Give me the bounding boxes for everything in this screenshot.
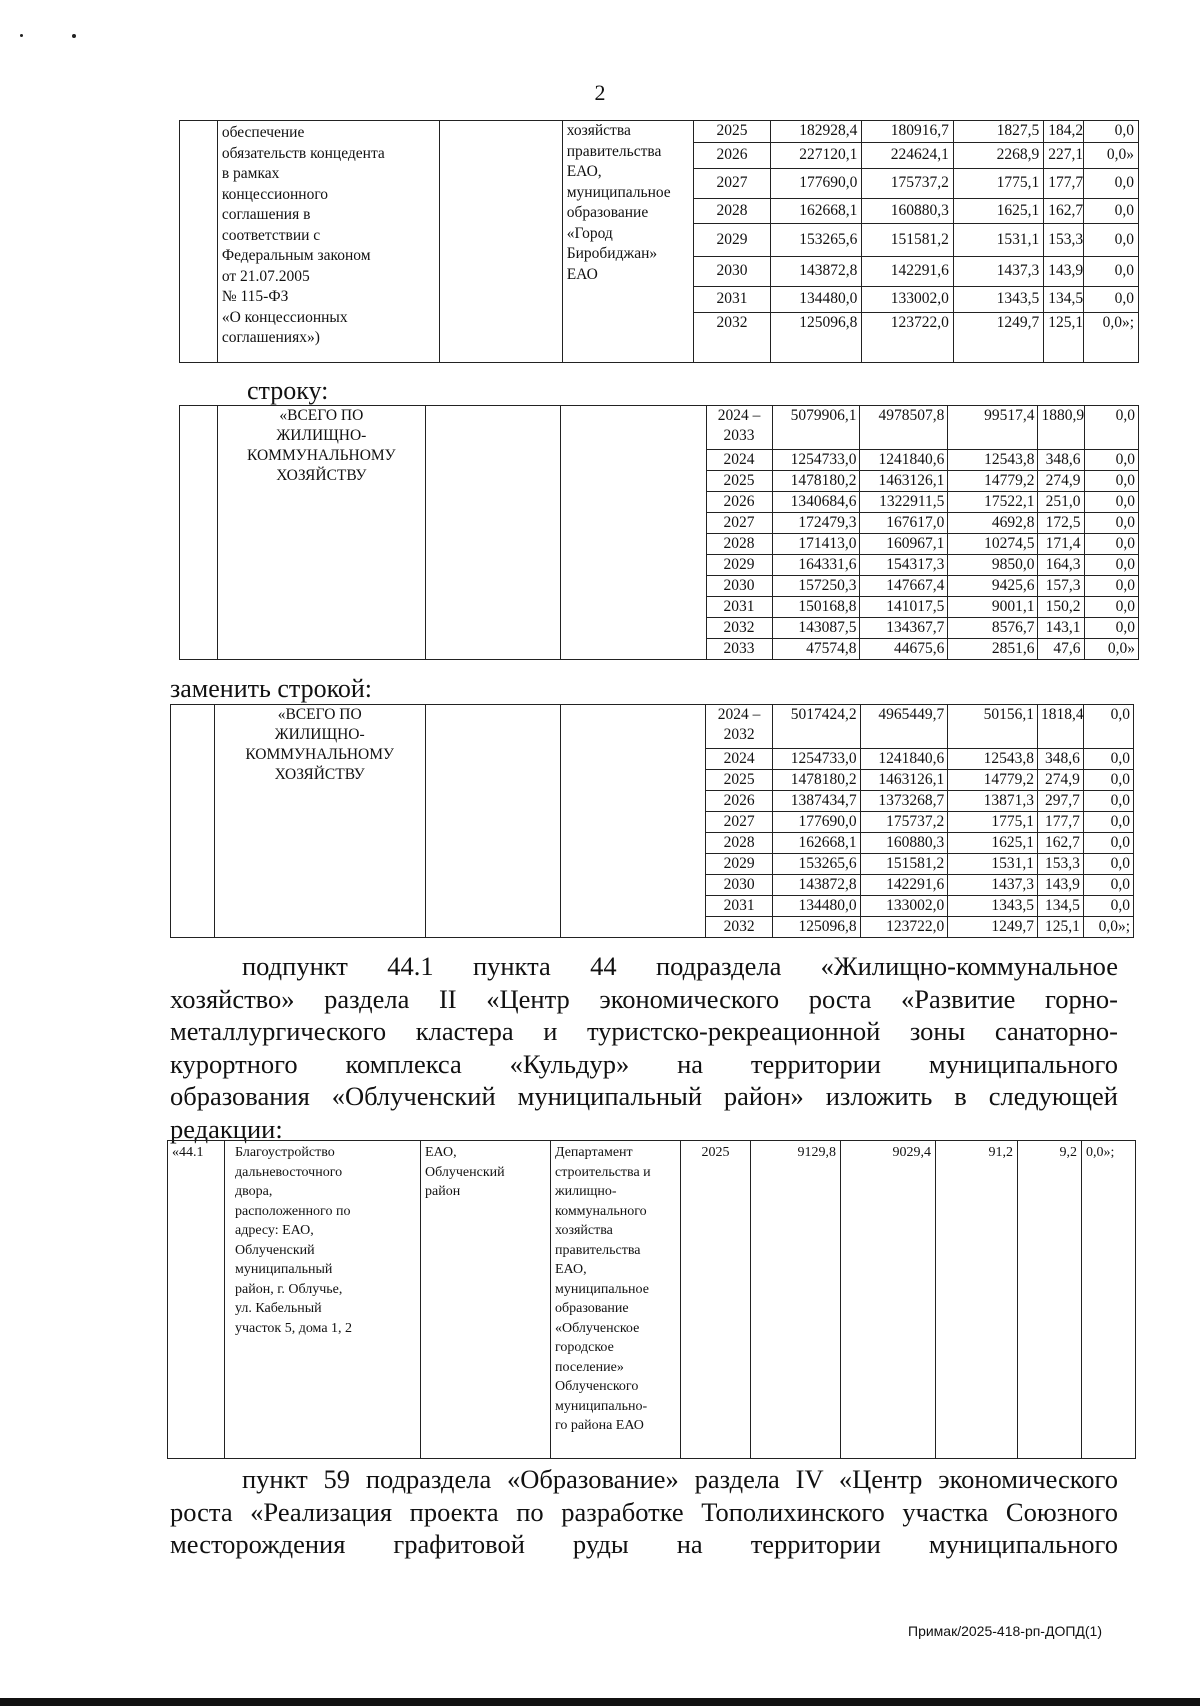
value-cell: 157250,3	[772, 576, 860, 597]
paragraph-line: пункт 59 подраздела «Образование» раздела IV «Центр экономического	[242, 1464, 1118, 1494]
document-code: Примак/2025-418-рп-ДОПД(1)	[908, 1623, 1102, 1639]
value-cell: 1241840,6	[860, 450, 948, 471]
scan-speck	[20, 34, 23, 37]
executor-line: муниципальное	[555, 1281, 649, 1297]
measure-name-line: от 21.07.2005	[221, 267, 310, 285]
value-cell: 14779,2	[948, 770, 1038, 791]
value-cell: 1625,1	[948, 833, 1038, 854]
value-cell: 143087,5	[772, 618, 860, 639]
value-cell: 1478180,2	[772, 471, 860, 492]
value-cell: 0,0	[1084, 121, 1139, 143]
value-cell: 1531,1	[953, 224, 1043, 257]
value-cell: 125096,8	[772, 917, 860, 938]
value-cell: 0,0	[1084, 513, 1139, 534]
value-cell: 164,3	[1038, 555, 1084, 576]
year-cell: 2028	[706, 534, 772, 555]
value-cell: 0,0	[1083, 812, 1133, 833]
value-cell: 1373268,7	[860, 791, 948, 812]
amendment-paragraph-44-1	[170, 950, 1118, 1145]
value-cell: 0,0»;	[1082, 1141, 1136, 1459]
value-cell: 143,9	[1044, 257, 1084, 287]
executor-line: «Облученское	[555, 1320, 640, 1336]
empty-cell	[180, 406, 218, 660]
value-cell: 348,6	[1038, 450, 1084, 471]
value-cell: 0,0	[1084, 224, 1139, 257]
empty-cell	[561, 705, 706, 938]
value-cell: 125096,8	[770, 313, 861, 363]
executor-line: ЕАО,	[555, 1262, 587, 1277]
value-cell: 8576,7	[948, 618, 1038, 639]
value-cell: 0,0	[1084, 618, 1139, 639]
total-name-line: КОММУНАЛЬНОМУ	[247, 447, 396, 464]
item-name-cell	[225, 1141, 421, 1459]
item-name-line: адресу: ЕАО,	[235, 1223, 314, 1238]
value-cell: 147667,4	[860, 576, 948, 597]
value-cell: 10274,5	[948, 534, 1038, 555]
value-cell: 142291,6	[862, 257, 953, 287]
table-old-total	[179, 405, 1139, 660]
value-cell: 1463126,1	[860, 471, 948, 492]
territory-line: район	[425, 1184, 461, 1199]
value-cell: 123722,0	[862, 313, 953, 363]
value-cell: 164331,6	[772, 555, 860, 576]
value-cell: 162668,1	[772, 833, 860, 854]
period-label: 2033	[723, 427, 755, 444]
year-cell: 2028	[706, 833, 773, 854]
value-cell: 0,0	[1084, 450, 1139, 471]
executor-line: хозяйства	[566, 122, 631, 139]
value-cell: 0,0	[1083, 875, 1133, 896]
value-cell: 0,0	[1084, 534, 1139, 555]
value-cell: 0,0	[1083, 770, 1133, 791]
value-cell: 224624,1	[862, 143, 953, 169]
page-number: 2	[594, 80, 606, 105]
value-cell: 1322911,5	[860, 492, 948, 513]
paragraph-line: подпункт 44.1 пункта 44 подраздела «Жилищно-коммунальное	[242, 951, 1118, 981]
value-cell: 1531,1	[948, 854, 1038, 875]
total-name-line: ЖИЛИЩНО-	[274, 726, 365, 743]
value-cell: 151581,2	[860, 854, 948, 875]
value-cell: 274,9	[1038, 471, 1084, 492]
value-cell: 141017,5	[860, 597, 948, 618]
amendment-paragraph-59	[170, 1463, 1118, 1561]
value-cell: 153265,6	[770, 224, 861, 257]
paragraph-line: металлургического кластера и туристско-рекреационной зоны санаторно-	[170, 1016, 1118, 1046]
year-cell: 2033	[706, 639, 772, 660]
value-cell: 44675,6	[860, 639, 948, 660]
executor-line: ЕАО	[566, 265, 598, 283]
value-cell: 1249,7	[948, 917, 1038, 938]
value-cell: 143872,8	[770, 257, 861, 287]
value-cell: 153,3	[1037, 854, 1083, 875]
value-cell: 1880,9	[1038, 406, 1084, 450]
value-cell: 0,0	[1084, 597, 1139, 618]
executor-line: Облученского	[555, 1379, 639, 1394]
value-cell: 142291,6	[860, 875, 948, 896]
total-name-line: «ВСЕГО ПО	[277, 706, 362, 723]
value-cell: 0,0	[1084, 492, 1139, 513]
executor-line: правительства	[555, 1242, 641, 1258]
value-cell: 154317,3	[860, 555, 948, 576]
total-name-line: ХОЗЯЙСТВУ	[274, 766, 365, 783]
total-name-cell	[214, 705, 425, 938]
value-cell: 274,9	[1037, 770, 1083, 791]
value-cell: 1818,4	[1037, 705, 1083, 749]
total-name-line: КОММУНАЛЬНОМУ	[245, 746, 394, 763]
value-cell: 0,0	[1084, 257, 1139, 287]
value-cell: 0,0	[1083, 749, 1133, 770]
year-cell: 2031	[694, 287, 771, 313]
value-cell: 123722,0	[860, 917, 948, 938]
territory-line: Облученский	[425, 1164, 505, 1180]
executor-line: образование	[566, 204, 649, 221]
executor-line: городское	[555, 1340, 614, 1355]
measure-name-line: соглашения в	[221, 206, 311, 223]
value-cell: 172,5	[1038, 513, 1084, 534]
value-cell: 9,2	[1018, 1141, 1082, 1459]
period-label: 2032	[723, 726, 755, 743]
value-cell: 0,0	[1084, 287, 1139, 313]
value-cell: 175737,2	[862, 169, 953, 199]
value-cell: 177690,0	[772, 812, 860, 833]
value-cell: 4692,8	[948, 513, 1038, 534]
value-cell: 180916,7	[862, 121, 953, 143]
period-cell	[706, 406, 772, 450]
year-cell: 2024	[706, 450, 772, 471]
item-number: «44.1	[168, 1141, 225, 1459]
value-cell: 0,0»	[1084, 639, 1139, 660]
empty-cell	[426, 406, 561, 660]
value-cell: 1463126,1	[860, 770, 948, 791]
value-cell: 9001,1	[948, 597, 1038, 618]
value-cell: 1775,1	[953, 169, 1043, 199]
value-cell: 133002,0	[860, 896, 948, 917]
value-cell: 1254733,0	[772, 450, 860, 471]
total-name-line: ХОЗЯЙСТВУ	[276, 467, 367, 484]
value-cell: 297,7	[1037, 791, 1083, 812]
value-cell: 134367,7	[860, 618, 948, 639]
total-name-line: ЖИЛИЩНО-	[276, 427, 367, 444]
paragraph-line: роста «Реализация проекта по разработке Тополихинского участка Союзного	[170, 1496, 1118, 1527]
value-cell: 0,0	[1084, 555, 1139, 576]
scan-bottom-edge	[0, 1698, 1200, 1706]
item-name-line: ул. Кабельный	[235, 1301, 322, 1316]
executor-cell	[562, 121, 693, 363]
value-cell: 1249,7	[953, 313, 1043, 363]
executor-line: го района ЕАО	[555, 1418, 644, 1433]
table-continuation	[179, 120, 1139, 363]
value-cell: 172479,3	[772, 513, 860, 534]
value-cell: 9425,6	[948, 576, 1038, 597]
value-cell: 227,1	[1044, 143, 1084, 169]
item-name-line: район, г. Облучье,	[235, 1281, 343, 1297]
value-cell: 171413,0	[772, 534, 860, 555]
year-cell: 2031	[706, 896, 773, 917]
value-cell: 167617,0	[860, 513, 948, 534]
value-cell: 0,0»	[1084, 143, 1139, 169]
year-cell: 2026	[694, 143, 771, 169]
value-cell: 184,2	[1044, 121, 1084, 143]
value-cell: 1775,1	[948, 812, 1038, 833]
value-cell: 9129,8	[751, 1141, 841, 1459]
year-cell: 2026	[706, 791, 773, 812]
value-cell: 2268,9	[953, 143, 1043, 169]
value-cell: 143872,8	[772, 875, 860, 896]
measure-name-line: Федеральным законом	[221, 247, 371, 264]
value-cell: 14779,2	[948, 471, 1038, 492]
empty-cell	[439, 121, 562, 363]
executor-line: коммунального	[555, 1203, 647, 1219]
paragraph-line: хозяйство» раздела II «Центр экономического роста «Развитие горно-	[170, 983, 1118, 1014]
item-name-line: Благоустройство	[235, 1145, 335, 1160]
paragraph-line: редакции:	[170, 1113, 283, 1144]
value-cell: 150,2	[1038, 597, 1084, 618]
year-cell: 2030	[694, 257, 771, 287]
measure-name-line: обязательств концедента	[221, 144, 385, 162]
period-label: 2024 –	[717, 706, 761, 723]
value-cell: 0,0	[1083, 705, 1133, 749]
value-cell: 1241840,6	[860, 749, 948, 770]
paragraph-line: месторождения графитовой руды на территории муниципального	[170, 1529, 1118, 1559]
measure-name-line: концессионного	[221, 185, 329, 203]
value-cell: 162,7	[1037, 833, 1083, 854]
value-cell: 251,0	[1038, 492, 1084, 513]
value-cell: 9029,4	[841, 1141, 936, 1459]
empty-cell	[425, 705, 561, 938]
item-name-line: дальневосточного	[235, 1164, 343, 1180]
value-cell: 177,7	[1037, 812, 1083, 833]
year-cell: 2032	[706, 917, 773, 938]
year-cell: 2029	[706, 555, 772, 576]
value-cell: 1387434,7	[772, 791, 860, 812]
measure-name-line: соглашениях»)	[221, 329, 320, 346]
value-cell: 0,0	[1084, 471, 1139, 492]
executor-cell	[551, 1141, 681, 1459]
value-cell: 0,0	[1084, 406, 1139, 450]
executor-line: строительства и	[555, 1164, 651, 1180]
year-cell: 2024	[706, 749, 773, 770]
paragraph-line: курортного комплекса «Кульдур» на территории муниципального	[170, 1048, 1118, 1079]
value-cell: 13871,3	[948, 791, 1038, 812]
value-cell: 160880,3	[862, 199, 953, 224]
paragraph-line: образования «Облученский муниципальный район» изложить в следующей	[170, 1081, 1118, 1111]
table-new-total	[170, 704, 1134, 938]
territory-line: ЕАО,	[425, 1145, 457, 1160]
value-cell: 4965449,7	[860, 705, 948, 749]
value-cell: 134480,0	[770, 287, 861, 313]
year-cell: 2029	[694, 224, 771, 257]
value-cell: 177690,0	[770, 169, 861, 199]
value-cell: 47574,8	[772, 639, 860, 660]
measure-name-line: «О концессионных	[221, 308, 348, 326]
value-cell: 0,0»;	[1083, 917, 1133, 938]
value-cell: 150168,8	[772, 597, 860, 618]
item-name-line: Облученский	[235, 1242, 315, 1258]
period-cell	[706, 705, 773, 749]
measure-name-line: соответствии с	[221, 226, 321, 244]
year-cell: 2027	[694, 169, 771, 199]
value-cell: 4978507,8	[860, 406, 948, 450]
value-cell: 160880,3	[860, 833, 948, 854]
value-cell: 91,2	[936, 1141, 1018, 1459]
value-cell: 125,1	[1044, 313, 1084, 363]
measure-name-line: в рамках	[221, 165, 280, 182]
value-cell: 1478180,2	[772, 770, 860, 791]
value-cell: 143,9	[1037, 875, 1083, 896]
value-cell: 157,3	[1038, 576, 1084, 597]
value-cell: 0,0	[1083, 896, 1133, 917]
executor-line: правительства	[566, 142, 662, 160]
executor-line: муниципальное	[566, 183, 671, 201]
value-cell: 0,0	[1083, 854, 1133, 875]
executor-line: Биробиджан»	[566, 245, 658, 262]
period-label: 2024 –	[717, 407, 761, 424]
table-item-44-1	[167, 1140, 1136, 1459]
value-cell: 134,5	[1037, 896, 1083, 917]
value-cell: 227120,1	[770, 143, 861, 169]
value-cell: 182928,4	[770, 121, 861, 143]
year-cell: 2027	[706, 513, 772, 534]
executor-line: хозяйства	[555, 1223, 613, 1238]
total-name-line: «ВСЕГО ПО	[279, 407, 364, 424]
year-cell: 2026	[706, 492, 772, 513]
value-cell: 2851,6	[948, 639, 1038, 660]
value-cell: 1625,1	[953, 199, 1043, 224]
value-cell: 160967,1	[860, 534, 948, 555]
measure-name-line: обеспечение	[221, 124, 305, 141]
value-cell: 5017424,2	[772, 705, 860, 749]
territory-cell	[421, 1141, 551, 1459]
value-cell: 5079906,1	[772, 406, 860, 450]
value-cell: 99517,4	[948, 406, 1038, 450]
value-cell: 1437,3	[948, 875, 1038, 896]
year-cell: 2027	[706, 812, 773, 833]
value-cell: 1343,5	[948, 896, 1038, 917]
empty-cell	[561, 406, 707, 660]
value-cell: 0,0	[1083, 833, 1133, 854]
value-cell: 9850,0	[948, 555, 1038, 576]
executor-line: Департамент	[555, 1145, 633, 1160]
year-cell: 2032	[694, 313, 771, 363]
value-cell: 134,5	[1044, 287, 1084, 313]
value-cell: 1827,5	[953, 121, 1043, 143]
value-cell: 0,0	[1084, 576, 1139, 597]
value-cell: 348,6	[1037, 749, 1083, 770]
year-cell: 2025	[706, 770, 773, 791]
executor-line: «Город	[566, 224, 613, 242]
value-cell: 1340684,6	[772, 492, 860, 513]
item-name-line: участок 5, дома 1, 2	[235, 1320, 353, 1336]
year-cell: 2025	[681, 1141, 751, 1459]
year-cell: 2025	[694, 121, 771, 143]
caption-zamenit: заменить строкой:	[170, 674, 373, 703]
value-cell: 0,0»;	[1084, 313, 1139, 363]
value-cell: 1254733,0	[772, 749, 860, 770]
value-cell: 17522,1	[948, 492, 1038, 513]
value-cell: 12543,8	[948, 450, 1038, 471]
value-cell: 153265,6	[772, 854, 860, 875]
value-cell: 47,6	[1038, 639, 1084, 660]
empty-cell	[171, 705, 215, 938]
value-cell: 0,0	[1084, 199, 1139, 224]
value-cell: 162,7	[1044, 199, 1084, 224]
value-cell: 1437,3	[953, 257, 1043, 287]
executor-line: поселение»	[555, 1359, 624, 1375]
executor-line: муниципально-	[555, 1398, 648, 1414]
value-cell: 143,1	[1038, 618, 1084, 639]
year-cell: 2029	[706, 854, 773, 875]
value-cell: 133002,0	[862, 287, 953, 313]
value-cell: 177,7	[1044, 169, 1084, 199]
executor-line: жилищно-	[555, 1184, 617, 1199]
scan-speck	[72, 34, 76, 38]
measure-name-cell	[217, 121, 439, 363]
value-cell: 1343,5	[953, 287, 1043, 313]
measure-name-line: № 115-ФЗ	[221, 288, 289, 305]
year-cell: 2028	[694, 199, 771, 224]
year-cell: 2032	[706, 618, 772, 639]
value-cell: 175737,2	[860, 812, 948, 833]
value-cell: 151581,2	[862, 224, 953, 257]
executor-line: образование	[555, 1301, 629, 1316]
value-cell: 134480,0	[772, 896, 860, 917]
value-cell: 0,0	[1084, 169, 1139, 199]
value-cell: 50156,1	[948, 705, 1038, 749]
value-cell: 162668,1	[770, 199, 861, 224]
value-cell: 0,0	[1083, 791, 1133, 812]
year-cell: 2025	[706, 471, 772, 492]
total-name-cell	[217, 406, 425, 660]
year-cell: 2030	[706, 576, 772, 597]
item-name-line: двора,	[235, 1184, 273, 1199]
item-name-line: муниципальный	[235, 1262, 333, 1277]
empty-cell	[180, 121, 218, 363]
value-cell: 12543,8	[948, 749, 1038, 770]
year-cell: 2030	[706, 875, 773, 896]
executor-line: ЕАО,	[566, 163, 602, 180]
value-cell: 171,4	[1038, 534, 1084, 555]
value-cell: 125,1	[1037, 917, 1083, 938]
item-name-line: расположенного по	[235, 1203, 351, 1219]
value-cell: 153,3	[1044, 224, 1084, 257]
year-cell: 2031	[706, 597, 772, 618]
caption-stroku: строку:	[247, 376, 329, 405]
